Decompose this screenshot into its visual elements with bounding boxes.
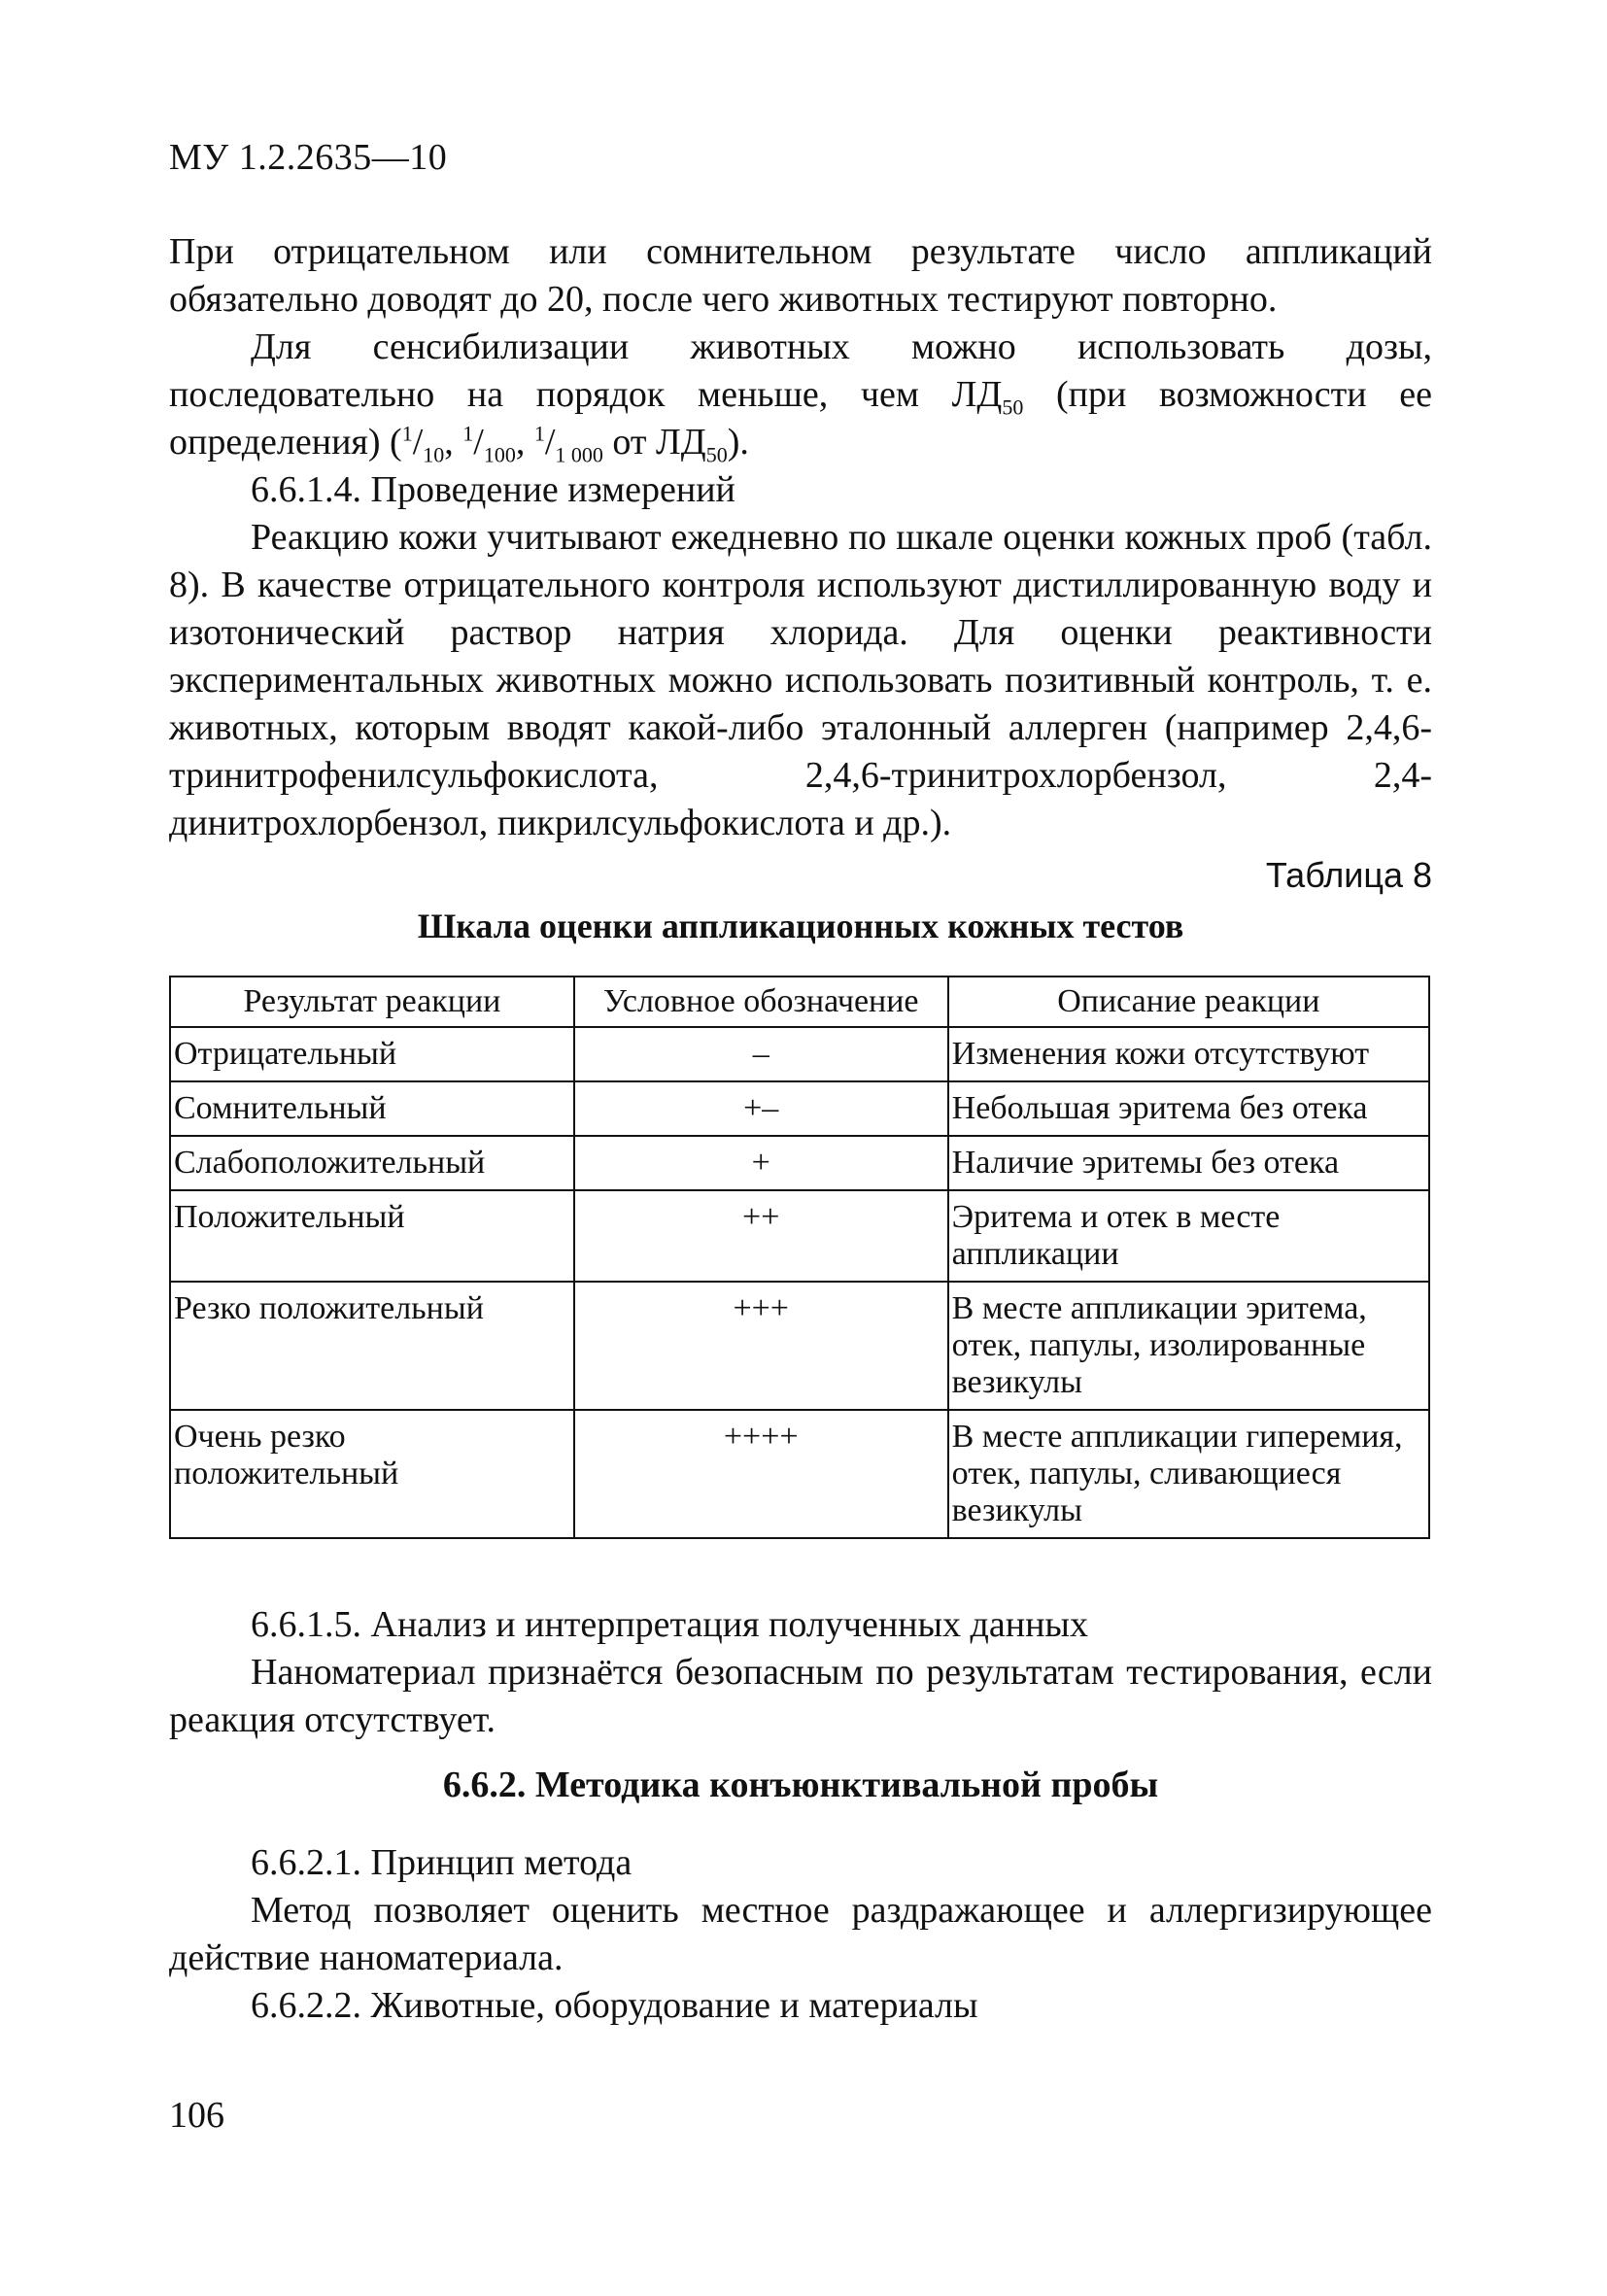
text-block-top <box>169 228 1432 847</box>
column-header: Описание реакции <box>948 977 1429 1027</box>
fraction-denominator: 100 <box>483 442 516 467</box>
table-row <box>170 1410 1429 1538</box>
column-header: Условное обозначение <box>574 977 948 1027</box>
text-block-method <box>169 1839 1432 2030</box>
table-cell: Сомнительный <box>170 1081 574 1136</box>
paragraph-sensitization: Для сенсибилизации животных можно использовать дозы, последовательно на порядок меньше, чем $ЛД_{50}$ (при возможности ее определения) ($^1/_{10}$, $^1/_{100}$, $^1/_{1 000}$ от $ЛД_{50}$). <box>169 326 1432 467</box>
table-cell: Резко положительный <box>170 1282 574 1410</box>
table-cell: Небольшая эритема без отека <box>948 1081 1429 1136</box>
subscript: 50 <box>705 442 728 467</box>
paragraph-safety-conclusion: Наноматериал признаётся безопасным по результатам тестирования, если реакция отсутствует. <box>169 1652 1432 1740</box>
section-title-conjunctival: 6.6.2. Методика конъюнктивальной пробы <box>442 1765 1159 1805</box>
table-row <box>170 1081 1429 1136</box>
table-number-caption: Таблица 8 <box>1265 855 1432 895</box>
skin-test-scale-table <box>169 976 1430 1539</box>
subsection-heading-principle: 6.6.2.1. Принцип метода <box>251 1842 633 1883</box>
table-row <box>170 1190 1429 1282</box>
text-block-analysis <box>169 1601 1432 1744</box>
table-cell: ++++ <box>574 1410 948 1538</box>
page-number: 106 <box>169 2095 224 2136</box>
text-run: (при возможности ее определения) ( <box>169 374 1432 463</box>
table-title: Шкала оценки аппликационных кожных тестов <box>417 907 1184 945</box>
table-cell: Эритема и отек в месте аппликации <box>948 1190 1429 1282</box>
table-cell: Положительный <box>170 1190 574 1282</box>
table-cell: Изменения кожи отсутствуют <box>948 1027 1429 1081</box>
table-row <box>170 1282 1429 1410</box>
table-cell: + <box>574 1136 948 1190</box>
table-cell: – <box>574 1027 948 1081</box>
fraction-numerator: 1 <box>401 421 413 446</box>
table-cell: +++ <box>574 1282 948 1410</box>
table-cell: +– <box>574 1081 948 1136</box>
subsection-heading-analysis: 6.6.1.5. Анализ и интерпретация полученных данных <box>251 1604 1088 1645</box>
table-row <box>170 1027 1429 1081</box>
document-code-header: МУ 1.2.2635—10 <box>169 137 448 178</box>
table-cell: В месте аппликации гиперемия, отек, папулы, сливающиеся везикулы <box>948 1410 1429 1538</box>
table-header-row <box>170 977 1429 1027</box>
text-run: ). <box>727 422 749 463</box>
table-row <box>170 1136 1429 1190</box>
subscript: 50 <box>1002 394 1024 420</box>
table-cell: ++ <box>574 1190 948 1282</box>
paragraph-method-description: Метод позволяет оценить местное раздражающее и аллергизирующее действие наноматериала. <box>169 1890 1432 1978</box>
table-cell: Наличие эритемы без отека <box>948 1136 1429 1190</box>
fraction-numerator: 1 <box>462 421 474 446</box>
fraction-denominator: 1 000 <box>555 442 603 467</box>
text-run: Для сенсибилизации животных можно использовать дозы, последовательно на порядок меньше, чем ЛД <box>169 326 1432 415</box>
table-cell: Слабоположительный <box>170 1136 574 1190</box>
subsection-heading-measurements: 6.6.1.4. Проведение измерений <box>251 469 735 510</box>
text-run: от ЛД <box>602 422 706 463</box>
table-cell: В месте аппликации эритема, отек, папулы, изолированные везикулы <box>948 1282 1429 1410</box>
column-header: Результат реакции <box>170 977 574 1027</box>
paragraph-skin-reaction: Реакцию кожи учитывают ежедневно по шкале оценки кожных проб (табл. 8). В качестве отрицательного контроля используют дистиллированную воду и изотонический раствор натрия хлорида. Для оценки реактивности экспериментальных животных можно использовать позитивный контроль, т. е. животных, которым вводят какой-либо эталонный аллерген (например 2,4,6-тринитрофенилсульфокислота, 2,4,6-тринитрохлорбензол, 2,4-динитрохлорбензол, пикрилсульфокислота и др.). <box>169 517 1432 843</box>
subsection-heading-animals: 6.6.2.2. Животные, оборудование и материалы <box>251 1985 978 2026</box>
table-cell: Очень резко положительный <box>170 1410 574 1538</box>
fraction-numerator: 1 <box>533 421 545 446</box>
fraction-denominator: 10 <box>423 442 445 467</box>
table-cell: Отрицательный <box>170 1027 574 1081</box>
paragraph-applications: При отрицательном или сомнительном результате число аппликаций обязательно доводят до 20, после чего животных тестируют повторно. <box>169 231 1432 320</box>
